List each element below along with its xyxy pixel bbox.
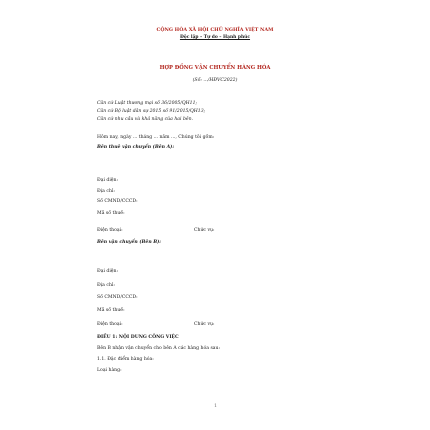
party-a-heading: Bên thuê vận chuyển (Bên A): bbox=[97, 145, 175, 150]
page-number: 1 bbox=[214, 403, 218, 409]
party-a-phone: Điện thoại: bbox=[97, 228, 123, 233]
party-a-tax: Mã số thuế: bbox=[97, 211, 125, 216]
party-a-position: Chức vụ: bbox=[194, 228, 215, 233]
party-b-company: Đại diện: bbox=[97, 269, 119, 274]
legal-basis-3: Căn cứ nhu cầu và khả năng của hai bên. bbox=[97, 117, 194, 122]
legal-basis-1: Căn cứ Luật thương mại số 36/2005/QH11; bbox=[97, 101, 198, 106]
contract-number: (Số: .../HĐVC2022) bbox=[192, 78, 238, 83]
article-1-item: 1.1. Đặc điểm hàng hóa: bbox=[97, 357, 154, 362]
party-a-address: Địa chỉ: bbox=[97, 189, 115, 194]
party-b-heading: Bên vận chuyển (Bên B): bbox=[97, 240, 162, 245]
national-subtitle: Độc lập – Tự do – Hạnh phúc bbox=[179, 35, 251, 40]
article-1-type: Loại hàng: bbox=[97, 368, 122, 373]
legal-basis-2: Căn cứ Bộ luật dân sự 2015 số 91/2015/QH13; bbox=[97, 109, 206, 114]
contract-title: HỢP ĐỒNG VẬN CHUYỂN HÀNG HÓA bbox=[159, 65, 271, 71]
date-line: Hôm nay, ngày ... tháng ... năm ..., Chúng tôi gồm: bbox=[97, 135, 215, 140]
party-b-tax: Mã số thuế: bbox=[97, 308, 125, 313]
party-b-address: Địa chỉ: bbox=[97, 283, 115, 288]
party-a-company: Đại diện: bbox=[97, 178, 119, 183]
party-b-id: Số CMND/CCCD: bbox=[97, 295, 138, 300]
party-a-id: Số CMND/CCCD: bbox=[97, 199, 138, 204]
national-motto: CỘNG HÒA XÃ HỘI CHỦ NGHĨA VIỆT NAM bbox=[156, 27, 274, 33]
article-1-heading: ĐIỀU 1: NỘI DUNG CÔNG VIỆC bbox=[97, 335, 179, 340]
party-b-phone: Điện thoại: bbox=[97, 322, 123, 327]
party-b-position: Chức vụ: bbox=[194, 322, 215, 327]
article-1-intro: Bên B nhận vận chuyển cho bên A các hàng hóa sau: bbox=[97, 346, 221, 351]
